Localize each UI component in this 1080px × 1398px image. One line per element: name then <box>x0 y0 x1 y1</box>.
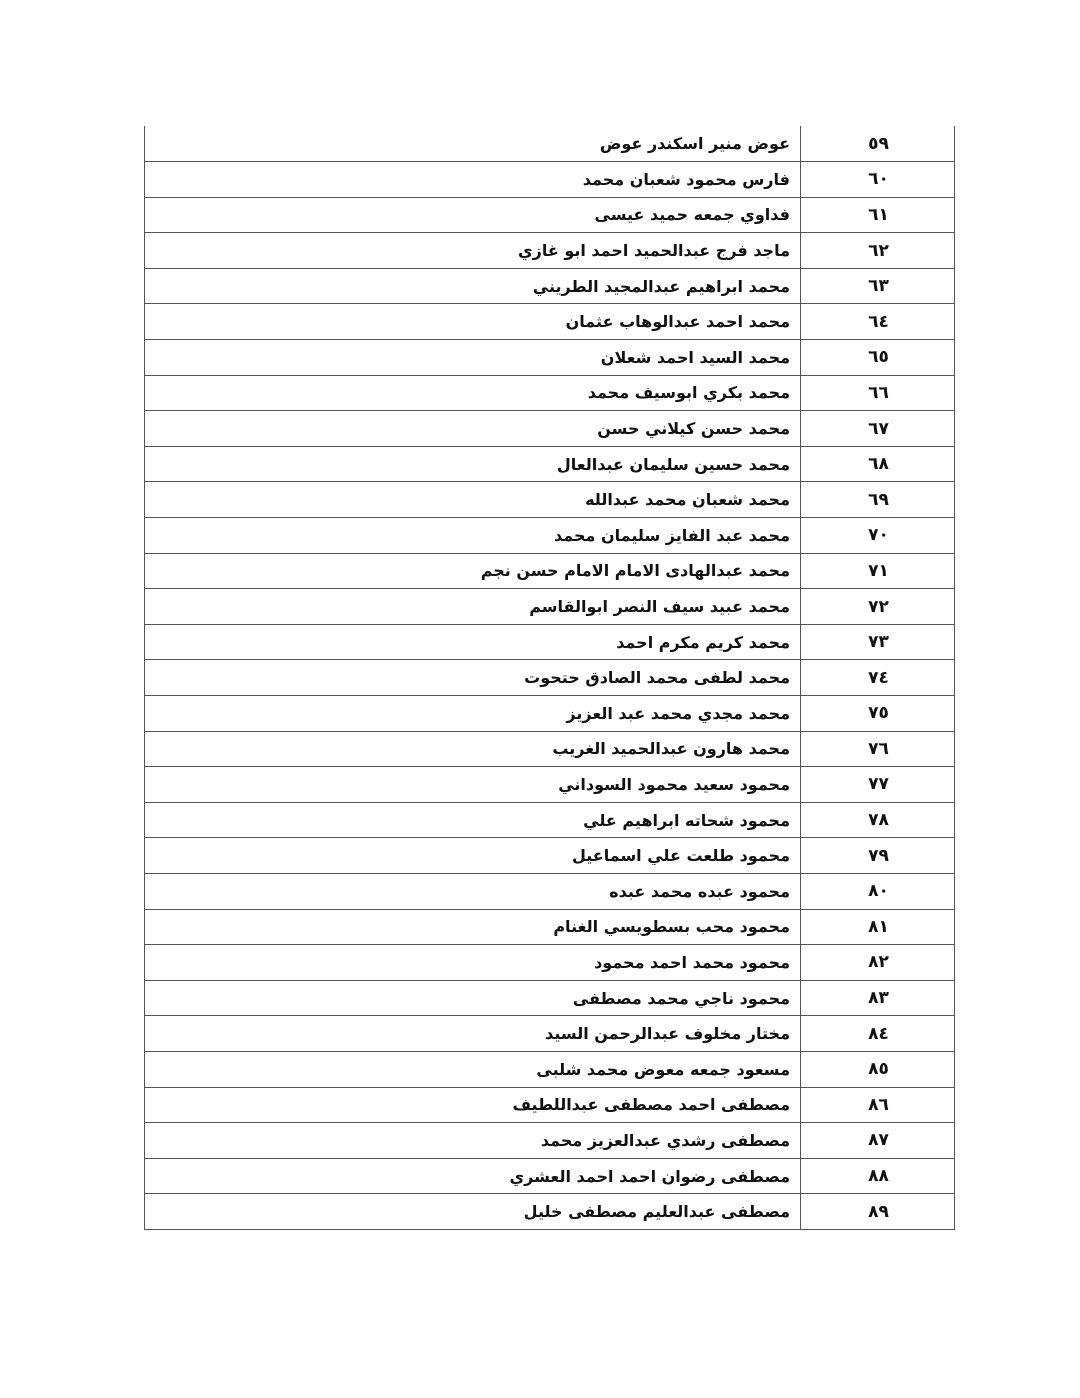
person-name: فداوي جمعه حميد عيسى <box>145 197 801 233</box>
person-name: محمود ناجي محمد مصطفى <box>145 980 801 1016</box>
person-name: محمد عبد الفايز سليمان محمد <box>145 518 801 554</box>
table-row <box>145 624 955 660</box>
person-name: مصطفى عبدالعليم مصطفى خليل <box>145 1194 801 1230</box>
table-row <box>145 660 955 696</box>
row-number: ٦٢ <box>801 233 955 269</box>
person-name: مختار مخلوف عبدالرحمن السيد <box>145 1016 801 1052</box>
names-table-body <box>145 126 955 1229</box>
person-name: محمد شعبان محمد عبدالله <box>145 482 801 518</box>
row-number: ٦١ <box>801 197 955 233</box>
table-row <box>145 197 955 233</box>
row-number: ٨٤ <box>801 1016 955 1052</box>
row-number: ٨٢ <box>801 945 955 981</box>
table-row <box>145 446 955 482</box>
table-row <box>145 375 955 411</box>
table-row <box>145 945 955 981</box>
person-name: محمد كريم مكرم احمد <box>145 624 801 660</box>
table-row <box>145 1158 955 1194</box>
row-number: ٨٧ <box>801 1123 955 1159</box>
person-name: مصطفى رشدي عبدالعزيز محمد <box>145 1123 801 1159</box>
table-row <box>145 553 955 589</box>
table-row <box>145 838 955 874</box>
table-row <box>145 233 955 269</box>
person-name: مصطفى رضوان احمد احمد العشري <box>145 1158 801 1194</box>
person-name: فارس محمود شعبان محمد <box>145 162 801 198</box>
row-number: ٧٩ <box>801 838 955 874</box>
names-table <box>144 126 955 1230</box>
table-row <box>145 126 955 162</box>
table-row <box>145 731 955 767</box>
person-name: محمد بكري ابوسيف محمد <box>145 375 801 411</box>
table-row <box>145 340 955 376</box>
row-number: ٧٠ <box>801 518 955 554</box>
row-number: ٨٠ <box>801 873 955 909</box>
table-row <box>145 767 955 803</box>
person-name: محمود محب بسطويسي الغنام <box>145 909 801 945</box>
table-row <box>145 1051 955 1087</box>
table-row <box>145 909 955 945</box>
table-row <box>145 518 955 554</box>
person-name: مصطفى احمد مصطفى عبداللطيف <box>145 1087 801 1123</box>
person-name: محمد احمد عبدالوهاب عثمان <box>145 304 801 340</box>
person-name: محمد السيد احمد شعلان <box>145 340 801 376</box>
row-number: ٧٦ <box>801 731 955 767</box>
table-row <box>145 980 955 1016</box>
person-name: عوض منير اسكندر عوض <box>145 126 801 162</box>
row-number: ٧٢ <box>801 589 955 625</box>
table-row <box>145 268 955 304</box>
table-row <box>145 1016 955 1052</box>
row-number: ٧٧ <box>801 767 955 803</box>
person-name: مسعود جمعه معوض محمد شلبى <box>145 1051 801 1087</box>
person-name: محمود شحاته ابراهيم علي <box>145 802 801 838</box>
row-number: ٧١ <box>801 553 955 589</box>
person-name: محمد ابراهيم عبدالمجيد الطريني <box>145 268 801 304</box>
row-number: ٦٦ <box>801 375 955 411</box>
table-row <box>145 482 955 518</box>
row-number: ٦٧ <box>801 411 955 447</box>
person-name: محمود سعيد محمود السوداني <box>145 767 801 803</box>
row-number: ٧٣ <box>801 624 955 660</box>
table-row <box>145 873 955 909</box>
row-number: ٨٩ <box>801 1194 955 1230</box>
table-row <box>145 162 955 198</box>
row-number: ٧٨ <box>801 802 955 838</box>
table-row <box>145 696 955 732</box>
person-name: محمد عبدالهادى الامام الامام حسن نجم <box>145 553 801 589</box>
row-number: ٦٤ <box>801 304 955 340</box>
table-row <box>145 1123 955 1159</box>
table-row <box>145 1194 955 1230</box>
table-row <box>145 411 955 447</box>
row-number: ٨٨ <box>801 1158 955 1194</box>
person-name: محمود محمد احمد محمود <box>145 945 801 981</box>
row-number: ٧٤ <box>801 660 955 696</box>
row-number: ٦٨ <box>801 446 955 482</box>
person-name: محمود عبده محمد عبده <box>145 873 801 909</box>
row-number: ٧٥ <box>801 696 955 732</box>
row-number: ٦٠ <box>801 162 955 198</box>
row-number: ٦٩ <box>801 482 955 518</box>
person-name: محمود طلعت علي اسماعيل <box>145 838 801 874</box>
row-number: ٦٣ <box>801 268 955 304</box>
person-name: محمد حسين سليمان عبدالعال <box>145 446 801 482</box>
row-number: ٨١ <box>801 909 955 945</box>
table-row <box>145 1087 955 1123</box>
table-row <box>145 802 955 838</box>
table-row <box>145 304 955 340</box>
row-number: ٦٥ <box>801 340 955 376</box>
person-name: محمد حسن كيلاني حسن <box>145 411 801 447</box>
person-name: محمد هارون عبدالحميد الغريب <box>145 731 801 767</box>
person-name: محمد لطفى محمد الصادق حتحوت <box>145 660 801 696</box>
row-number: ٥٩ <box>801 126 955 162</box>
person-name: ماجد فرج عبدالحميد احمد ابو غازي <box>145 233 801 269</box>
table-row <box>145 589 955 625</box>
row-number: ٨٣ <box>801 980 955 1016</box>
row-number: ٨٥ <box>801 1051 955 1087</box>
person-name: محمد عبيد سيف النصر ابوالقاسم <box>145 589 801 625</box>
row-number: ٨٦ <box>801 1087 955 1123</box>
person-name: محمد مجدي محمد عبد العزيز <box>145 696 801 732</box>
